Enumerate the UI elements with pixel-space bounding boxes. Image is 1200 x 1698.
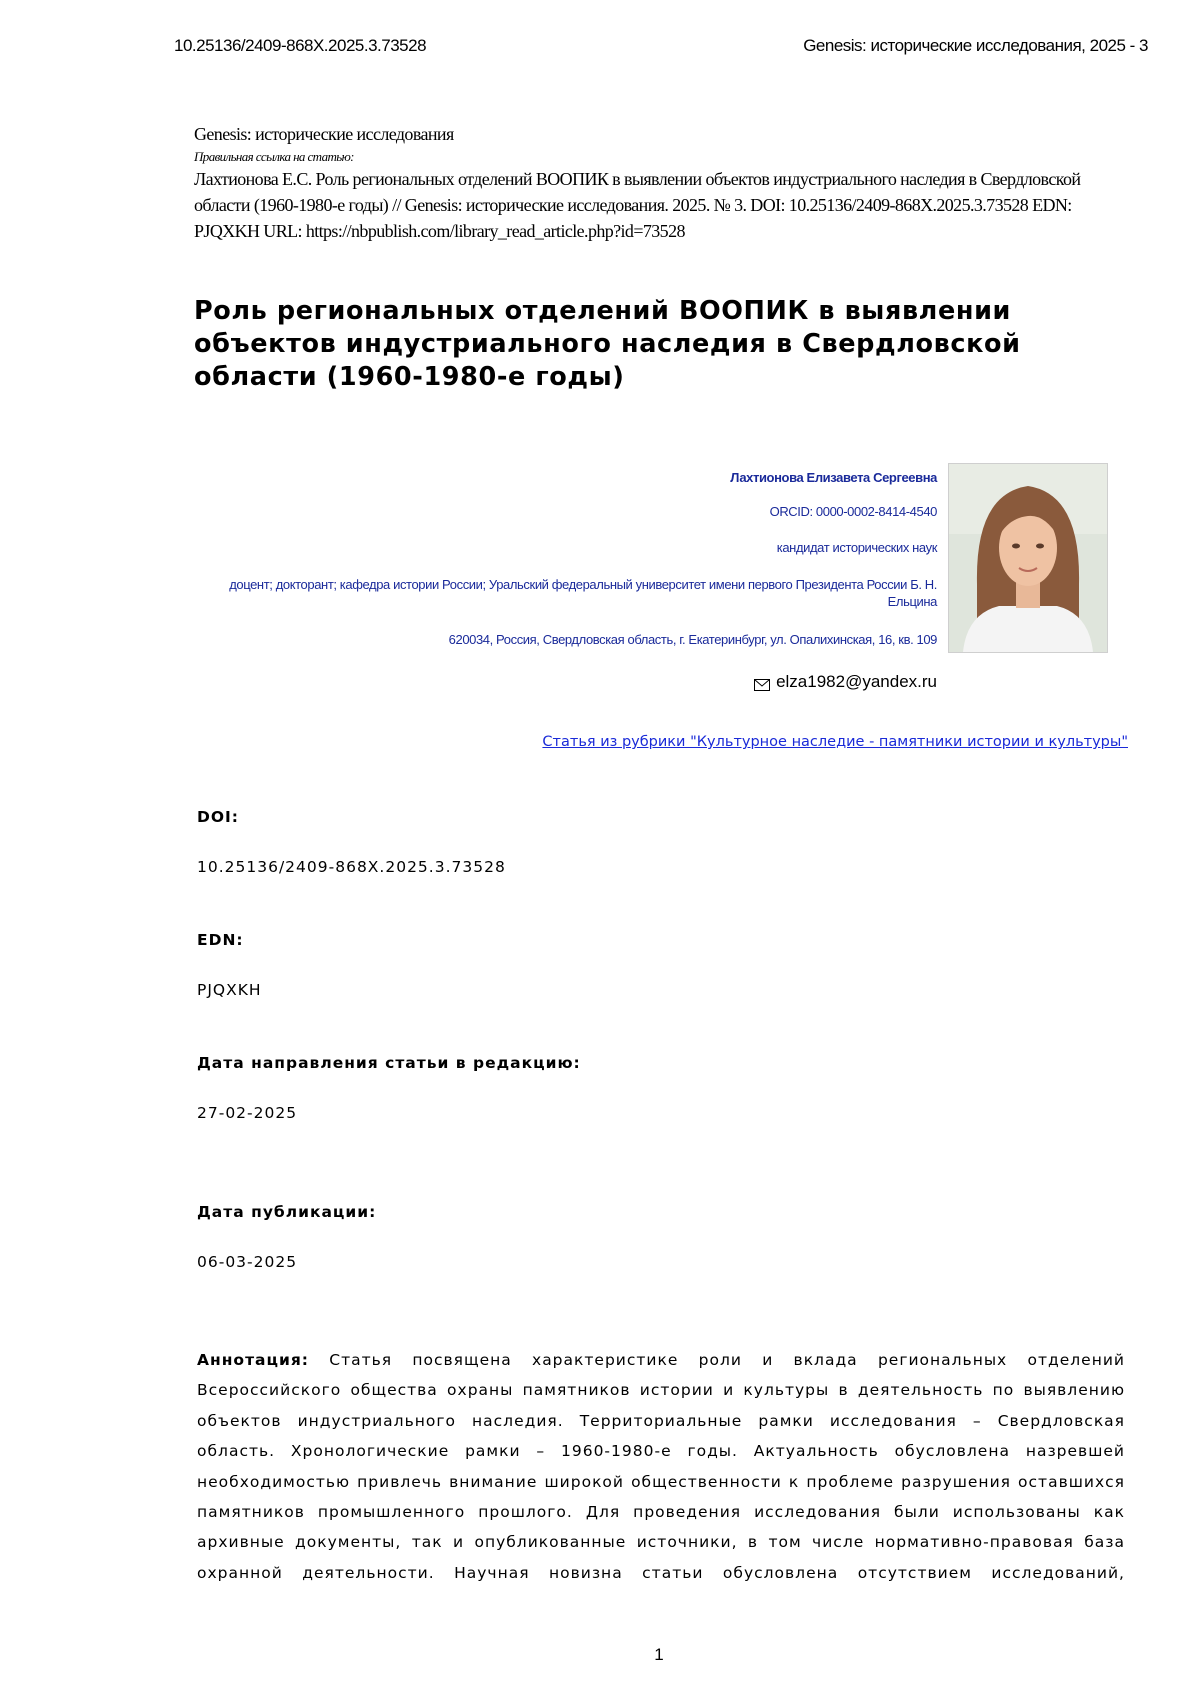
doi-label: DOI: [197, 808, 240, 826]
author-name: Лахтионова Елизавета Сергеевна [730, 470, 937, 485]
mail-icon [754, 676, 770, 688]
rubric-link[interactable]: Статья из рубрики "Культурное наследие - памятники истории и культуры" [542, 734, 1128, 750]
submission-date-label: Дата направления статьи в редакцию: [197, 1054, 581, 1072]
author-email-row [754, 672, 937, 692]
edn-value: PJQXKH [197, 981, 262, 999]
publication-date-value: 06-03-2025 [197, 1253, 298, 1271]
author-email[interactable]: elza1982@yandex.ru [776, 672, 937, 691]
abstract-label: Аннотация: [197, 1351, 310, 1369]
author-orcid: ORCID: 0000-0002-8414-4540 [769, 504, 937, 519]
journal-name: Genesis: исторические исследования [194, 124, 454, 144]
author-photo-image [949, 464, 1107, 652]
page-number: 1 [654, 1645, 664, 1664]
submission-date-value: 27-02-2025 [197, 1104, 298, 1122]
running-header-journal: Genesis: исторические исследования, 2025 - 3 [803, 36, 1148, 55]
citation-label: Правильная ссылка на статью: [194, 149, 354, 164]
doi-value: 10.25136/2409-868X.2025.3.73528 [197, 858, 506, 876]
article-title: Роль региональных отделений ВООПИК в выявлении объектов индустриального наследия в Свердловской области (1960-1980-е годы) [194, 296, 1021, 392]
publication-date-label: Дата публикации: [197, 1203, 377, 1221]
abstract [197, 1345, 1125, 1588]
abstract-text: Статья посвящена характеристике роли и вклада региональных отделений Всероссийского общества охраны памятников истории и культуры в деятельность по выявлению объектов индустриального наследия. Территориальные рамки исследования – Свердловская область. Хронологические рамки – 1960-1980-е годы. Актуальность обусловлена назревшей необходимостью привлечь внимание широкой общественности к проблеме разрушения оставшихся памятников промышленного прошлого. Для проведения исследования были использованы как архивные документы, так и опубликованные источники, в том числе нормативно-правовая база охранной деятельности. Научная новизна статьи обусловлена отсутствием исследований, [197, 1351, 1125, 1582]
running-header-doi: 10.25136/2409-868X.2025.3.73528 [174, 36, 427, 55]
author-address: 620034, Россия, Свердловская область, г. Екатеринбург, ул. Опалихинская, 16, кв. 109 [448, 632, 937, 647]
author-degree: кандидат исторических наук [776, 540, 937, 555]
citation-text: Лахтионова Е.С. Роль региональных отделений ВООПИК в выявлении объектов индустриального наследия в Свердловской области (1960-1980-е годы) // Genesis: исторические исследования. 2025. № 3. DOI: 10.25136/2409-868X.2025.3.73528 EDN: PJQXKH URL: https://nbpublish.com/library_read_article.php?id=73528 [194, 169, 1081, 241]
author-photo [948, 463, 1108, 653]
edn-label: EDN: [197, 931, 244, 949]
author-position: доцент; докторант; кафедра истории России; Уральский федеральный университет имени первого Президента России Б. Н. Ельцина [229, 577, 937, 609]
